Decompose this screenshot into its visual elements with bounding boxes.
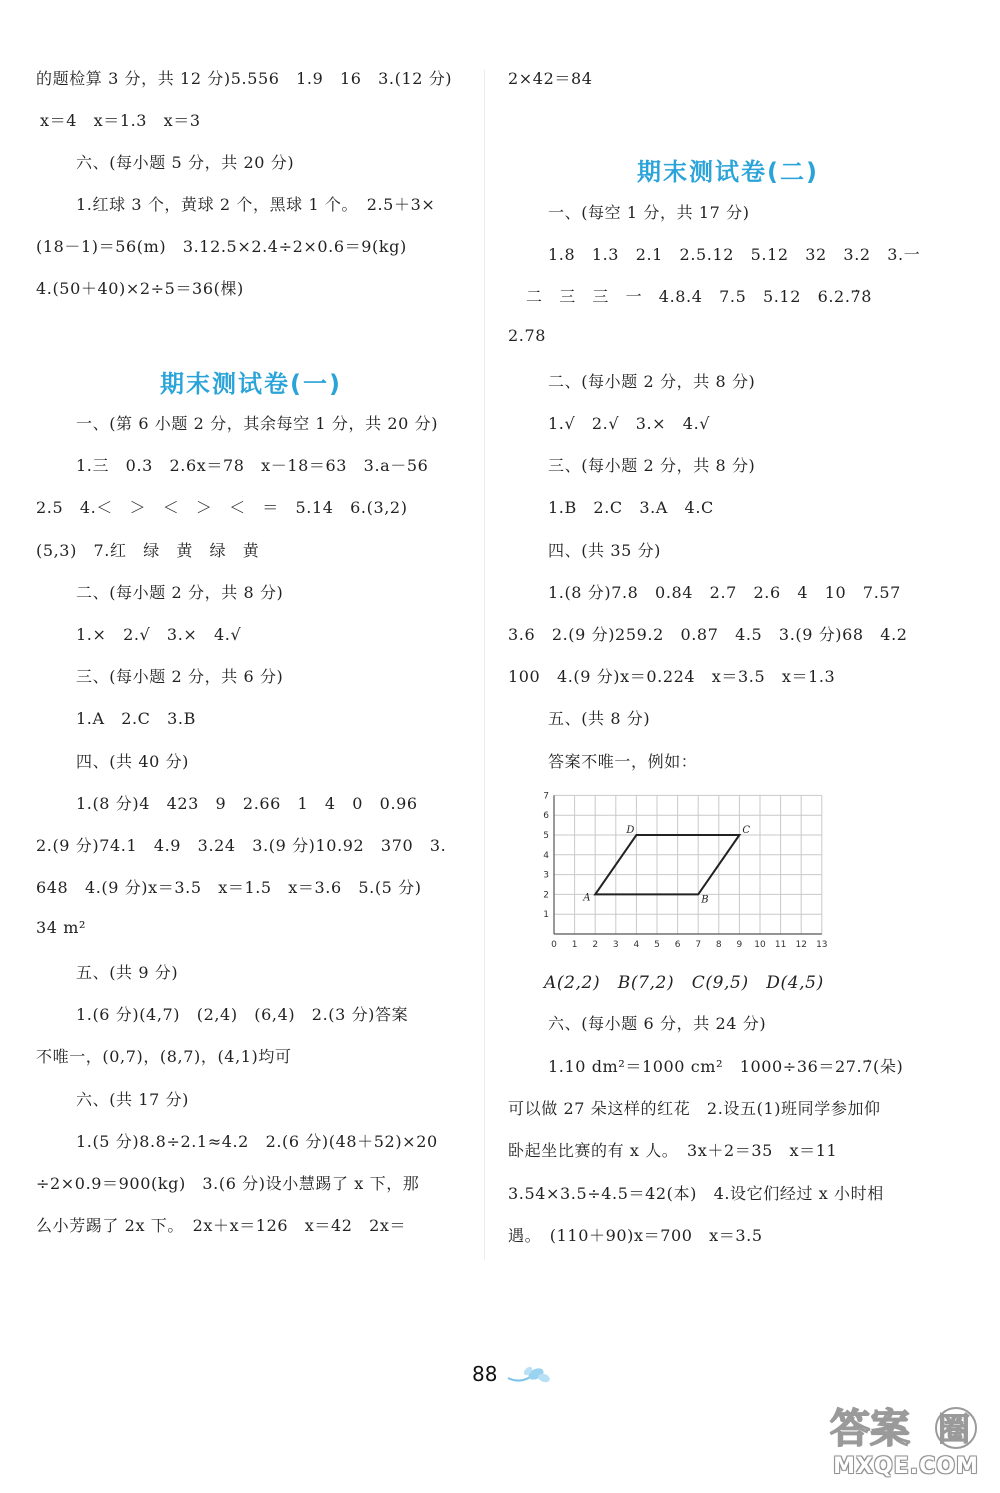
answer-line: 3.6 2.(9 分)259.2 0.87 4.5 3.(9 分)68 4.2	[508, 625, 908, 644]
x-tick-label: 6	[674, 940, 681, 950]
x-tick-label: 1	[571, 940, 578, 950]
watermark-logo-icon	[826, 1400, 986, 1452]
answer-line: 1.10 dm²＝1000 cm² 1000÷36＝27.7̇(朵)	[548, 1057, 904, 1076]
answer-line: 的题检算 3 分，共 12 分)5.556 1.9 16 3.(12 分)	[36, 69, 453, 88]
page-number: 88	[472, 1362, 498, 1386]
answer-line: 2.78	[508, 326, 547, 345]
answer-line: 不唯一，(0,7)，(8,7)，(4,1)均可	[36, 1047, 292, 1066]
x-tick-label: 9	[736, 940, 743, 950]
answer-line: 4.(50＋40)×2÷5＝36(棵)	[36, 279, 244, 298]
answer-line: 2.5 4.＜ ＞ ＜ ＞ ＜ ＝ 5.14 6.(3,2)	[36, 498, 408, 517]
svg-text:答案: 答案	[830, 1406, 910, 1452]
y-tick-label: 7	[543, 791, 549, 802]
y-tick-label: 4	[543, 850, 549, 861]
answer-line: (18－1)＝56(m) 3.12.5×2.4÷2×0.6＝9(kg)	[36, 237, 407, 256]
x-tick-label: 10	[754, 940, 766, 950]
section-heading: 一、(第 6 小题 2 分，其余每空 1 分，共 20 分)	[76, 414, 439, 433]
section-heading: 五、(共 8 分)	[548, 709, 651, 728]
answer-line: (5,3) 7.红 绿 黄 绿 黄	[36, 541, 260, 560]
answer-line: 二 三 三 一 4.8.4 7.5 5.12 6.2.7̇8̇	[526, 287, 873, 306]
section-heading: 二、(每小题 2 分，共 8 分)	[76, 583, 284, 602]
section-heading: 四、(共 40 分)	[76, 752, 190, 771]
answer-line: 可以做 27 朵这样的红花 2.设五(1)班同学参加仰	[508, 1099, 881, 1118]
y-tick-label: 5	[543, 831, 549, 841]
answer-line: 2×42＝84	[508, 69, 593, 88]
answer-line: 1.× 2.√ 3.× 4.√	[76, 625, 242, 644]
answer-line: 2.(9 分)74.1 4.9 3.24 3.(9 分)10.92 370 3.	[36, 836, 447, 855]
answer-line: 648 4.(9 分)x＝3.5 x＝1.5 x＝3.6 5.(5 分)	[36, 878, 422, 897]
answer-line: 1.(6 分)(4,7) (2,4) (6,4) 2.(3 分)答案	[76, 1005, 409, 1024]
answer-line: 遇。 (110＋90)x＝700 x＝3.5	[508, 1226, 763, 1245]
x-tick-label: 2	[592, 940, 599, 950]
x-tick-label: 5	[654, 940, 660, 950]
answer-line: 100 4.(9 分)x＝0.224 x＝3.5 x＝1.3	[508, 667, 836, 686]
section-heading: 六、(每小题 5 分，共 20 分)	[76, 153, 295, 172]
x-tick-label: 3	[612, 940, 619, 950]
watermark-site: MXQE.COM	[833, 1454, 979, 1479]
column-divider	[484, 70, 485, 1260]
y-tick-label: 3	[543, 870, 549, 881]
answer-line: 34 m²	[36, 918, 87, 937]
y-tick-label: 2	[543, 890, 549, 901]
answer-line: 1.√ 2.√ 3.× 4.√	[548, 414, 711, 433]
coordinate-grid	[538, 790, 838, 954]
section-heading: 三、(每小题 2 分，共 8 分)	[548, 456, 756, 475]
answer-line: 1.A 2.C 3.B	[76, 709, 196, 728]
section-title-exam-1: 期末测试卷(一)	[160, 370, 342, 398]
section-heading: 四、(共 35 分)	[548, 541, 662, 560]
section-heading: 五、(共 9 分)	[76, 963, 179, 982]
vertex-label: A	[583, 892, 591, 904]
y-tick-label: 6	[543, 811, 549, 822]
leaf-ornament-icon	[506, 1364, 552, 1386]
answer-line: 1.(8 分)4 423 9 2.66 1 4 0 0.96	[76, 794, 418, 813]
x-tick-label: 4	[633, 940, 640, 950]
x-tick-label: 8	[715, 940, 722, 950]
x-tick-label: 0	[551, 940, 557, 950]
x-tick-label: 7	[695, 940, 702, 950]
answer-line: ÷2×0.9＝900(kg) 3.(6 分)设小慧踢了 x 下，那	[36, 1174, 420, 1193]
answer-line: 1.8 1.3 2.1 2.5.12 5.12 32 3.2 3.一	[548, 245, 921, 264]
answer-line: 答案不唯一，例如：	[548, 752, 698, 771]
answer-line: 1.(8 分)7.8 0.84 2.7 2.6 4 10 7.57	[548, 583, 901, 602]
answer-line: 么小芳踢了 2x 下。 2x＋x＝126 x＝42 2x＝	[36, 1216, 407, 1235]
x-tick-label: 12	[795, 940, 807, 950]
answer-line: 1.三 0.3 2.6x＝78 x－18＝63 3.a－56	[76, 456, 429, 475]
answer-line: 卧起坐比赛的有 x 人。 3x＋2＝35 x＝11	[508, 1141, 838, 1160]
section-heading: 六、(共 17 分)	[76, 1090, 190, 1109]
watermark	[818, 1400, 994, 1490]
svg-text:圈: 圈	[938, 1410, 971, 1448]
x-tick-label: 13	[816, 940, 828, 950]
section-heading: 一、(每空 1 分，共 17 分)	[548, 203, 750, 222]
answer-line: 1.B 2.C 3.A 4.C	[548, 498, 714, 517]
section-heading: 三、(每小题 2 分，共 6 分)	[76, 667, 284, 686]
section-heading: 六、(每小题 6 分，共 24 分)	[548, 1014, 767, 1033]
answer-line: 3.54×3.5÷4.5＝42(本) 4.设它们经过 x 小时相	[508, 1184, 884, 1203]
point-coordinates: A(2,2) B(7,2) C(9,5) D(4,5)	[544, 973, 824, 993]
vertex-label: B	[701, 894, 709, 906]
parallelogram-shape	[595, 835, 739, 894]
answer-line: 1.红球 3 个，黄球 2 个，黑球 1 个。 2.5＋3×	[76, 195, 436, 214]
section-heading: 二、(每小题 2 分，共 8 分)	[548, 372, 756, 391]
parallelogram-graph	[538, 790, 838, 950]
vertex-label: D	[626, 825, 635, 836]
vertex-label: C	[742, 825, 751, 836]
y-tick-label: 1	[543, 910, 549, 921]
answer-line: 1.(5 分)8.8÷2.1≈4.2 2.(6 分)(48＋52)×20	[76, 1132, 438, 1151]
x-tick-label: 11	[774, 940, 787, 950]
section-title-exam-2: 期末测试卷(二)	[637, 158, 819, 186]
answer-line: x＝4 x＝1.3 x＝3	[40, 111, 201, 130]
